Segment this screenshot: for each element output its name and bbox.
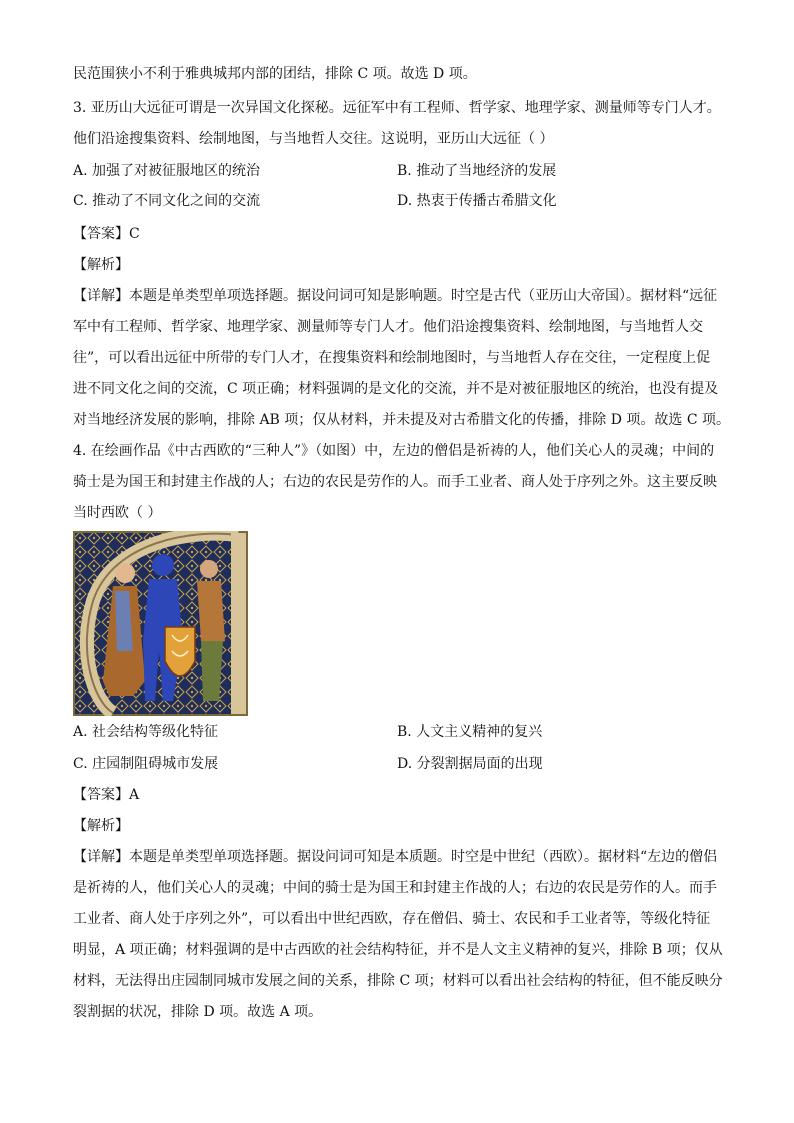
q3-analysis-label: 【解析】	[73, 257, 129, 273]
q3-option-a[interactable]: A. 加强了对被征服地区的统治	[73, 163, 261, 179]
q3-stem-line: 他们沿途搜集资料、绘制地图，与当地哲人交往。这说明，亚历山大远征（ ）	[73, 131, 554, 147]
q4-stem-line: 当时西欧（ ）	[73, 505, 162, 521]
q4-detail-line: 工业者、商人处于序列之外”，可以看出中世纪西欧，存在僧侣、骑士、农民和手工业者等，等级化特征	[73, 911, 711, 927]
q4-analysis-label: 【解析】	[73, 818, 129, 834]
q3-detail-line: 进不同文化之间的交流，C 项正确；材料强调的是文化的交流，并不是对被征服地区的统治，也没有提及	[73, 381, 719, 397]
three-estates-illustration	[73, 531, 248, 716]
q4-stem-line: 4. 在绘画作品《中古西欧的“三种人”》（如图）中，左边的僧侣是祈祷的人，他们关心人的灵魂；中间的	[73, 443, 715, 459]
q3-detail-line: 军中有工程师、哲学家、地理学家、测量师等专门人才。他们沿途搜集资料、绘制地图，与当地哲人交	[73, 319, 703, 335]
q4-option-d[interactable]: D. 分裂割据局面的出现	[397, 756, 543, 772]
q4-detail-line: 明显，A 项正确；材料强调的是中古西欧的社会结构特征，并不是人文主义精神的复兴，排除 B 项；仅从	[73, 942, 723, 958]
q4-option-a[interactable]: A. 社会结构等级化特征	[73, 724, 219, 740]
prev-conclusion: 民范围狭小不利于雅典城邦内部的团结，排除 C 项。故选 D 项。	[73, 66, 477, 82]
q4-option-c[interactable]: C. 庄园制阻碍城市发展	[73, 756, 219, 772]
q3-detail-line: 往”，可以看出远征中所带的专门人才，在搜集资料和绘制地图时，与当地哲人存在交往，一定程度上促	[73, 350, 711, 366]
q3-option-d[interactable]: D. 热衷于传播古希腊文化	[397, 193, 557, 209]
q3-answer: 【答案】C	[73, 226, 140, 242]
q3-option-b[interactable]: B. 推动了当地经济的发展	[397, 163, 557, 179]
q4-option-b[interactable]: B. 人文主义精神的复兴	[397, 724, 543, 740]
q3-detail-line: 【详解】本题是单类型单项选择题。据设问词可知是影响题。时空是古代（亚历山大帝国）。据材料“远征	[73, 288, 718, 304]
q3-stem-line: 3. 亚历山大远征可谓是一次异国文化探秘。远征军中有工程师、哲学家、地理学家、测量师等专门人才。	[73, 100, 721, 116]
q4-stem-line: 骑士是为国王和封建主作战的人；右边的农民是劳作的人。而手工业者、商人处于序列之外。这主要反映	[73, 474, 717, 490]
q4-detail-line: 【详解】本题是单类型单项选择题。据设问词可知是本质题。时空是中世纪（西欧）。据材料“左边的僧侣	[73, 849, 718, 865]
q4-answer: 【答案】A	[73, 787, 140, 803]
q4-detail-line: 材料，无法得出庄园制同城市发展之间的关系，排除 C 项；材料可以看出社会结构的特征，但不能反映分	[73, 973, 723, 989]
q4-detail-line: 裂割据的状况，排除 D 项。故选 A 项。	[73, 1004, 323, 1020]
q3-detail-line: 对当地经济发展的影响，排除 AB 项；仅从材料，并未提及对古希腊文化的传播，排除 D 项。故选 C 项。	[73, 412, 731, 428]
q4-detail-line: 是祈祷的人，他们关心人的灵魂；中间的骑士是为国王和封建主作战的人；右边的农民是劳作的人。而手	[73, 880, 717, 896]
q3-option-c[interactable]: C. 推动了不同文化之间的交流	[73, 193, 261, 209]
